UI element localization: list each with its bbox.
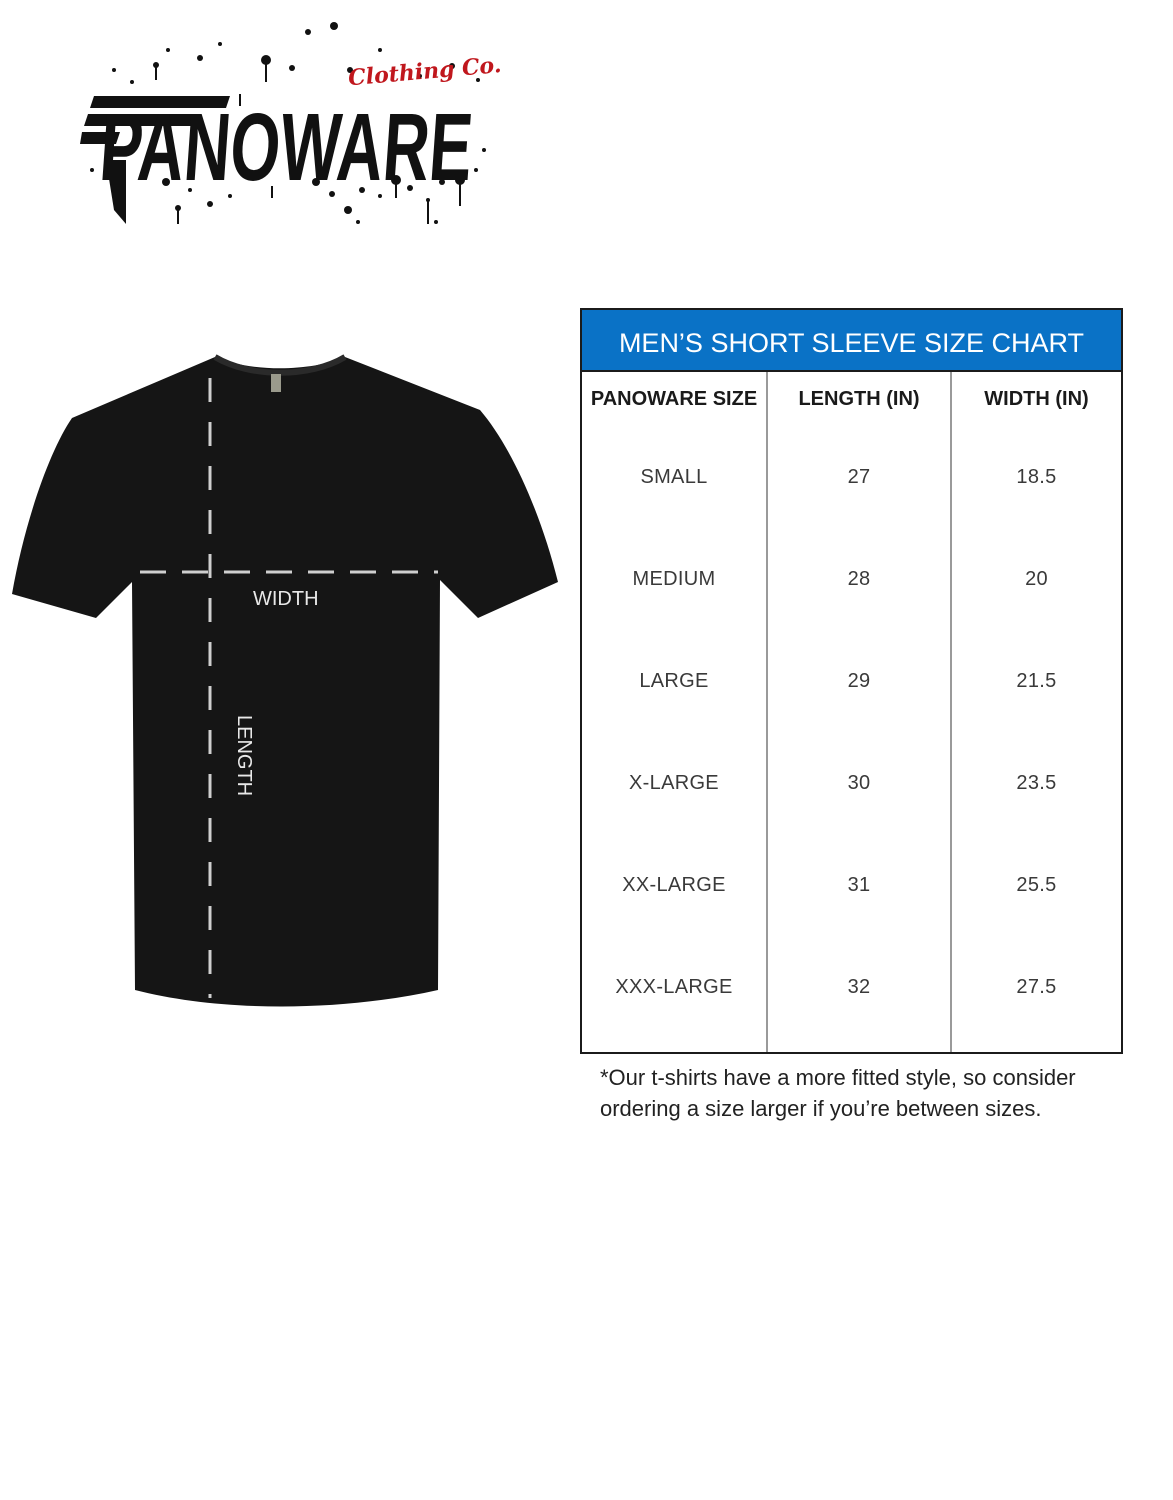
cell-size: XXX-LARGE — [615, 976, 733, 998]
length-label: LENGTH — [233, 715, 255, 797]
cell-size: LARGE — [639, 670, 709, 692]
column-header-size: PANOWARE SIZE — [590, 388, 758, 410]
brand-tagline: Clothing Co. — [347, 52, 503, 92]
cell-length: 28 — [847, 568, 871, 590]
fit-footnote — [600, 1062, 1140, 1124]
width-column — [952, 372, 1121, 1052]
cell-length: 31 — [847, 874, 871, 896]
tshirt-diagram — [10, 350, 570, 1020]
cell-size: SMALL — [640, 466, 708, 488]
footnote-line-2: ordering a size larger if you’re between sizes. — [600, 1096, 1042, 1121]
cell-width: 18.5 — [1016, 466, 1057, 488]
brand-wordmark: PANOWARE — [96, 94, 663, 201]
tshirt-silhouette — [12, 357, 558, 1007]
cell-width: 20 — [1025, 568, 1048, 590]
size-chart-table — [580, 308, 1123, 1054]
cell-size: MEDIUM — [632, 568, 716, 590]
column-header-width: WIDTH (IN) — [984, 388, 1089, 410]
cell-length: 27 — [847, 466, 871, 488]
width-label: WIDTH — [253, 588, 319, 610]
cell-width: 23.5 — [1016, 772, 1057, 794]
size-chart-title: MEN’S SHORT SLEEVE SIZE CHART — [582, 310, 1121, 372]
tshirt-tag — [271, 374, 281, 392]
footnote-line-1: *Our t-shirts have a more fitted style, so consider — [600, 1065, 1076, 1090]
size-column — [582, 372, 768, 1052]
cell-size: XX-LARGE — [622, 874, 726, 896]
cell-width: 25.5 — [1016, 874, 1057, 896]
length-column — [768, 372, 952, 1052]
cell-length: 29 — [847, 670, 871, 692]
panoware-logo — [80, 10, 663, 240]
cell-width: 27.5 — [1016, 976, 1057, 998]
cell-width: 21.5 — [1016, 670, 1057, 692]
cell-length: 32 — [847, 976, 871, 998]
cell-length: 30 — [847, 772, 871, 794]
column-header-length: LENGTH (IN) — [798, 388, 920, 410]
cell-size: X-LARGE — [629, 772, 719, 794]
